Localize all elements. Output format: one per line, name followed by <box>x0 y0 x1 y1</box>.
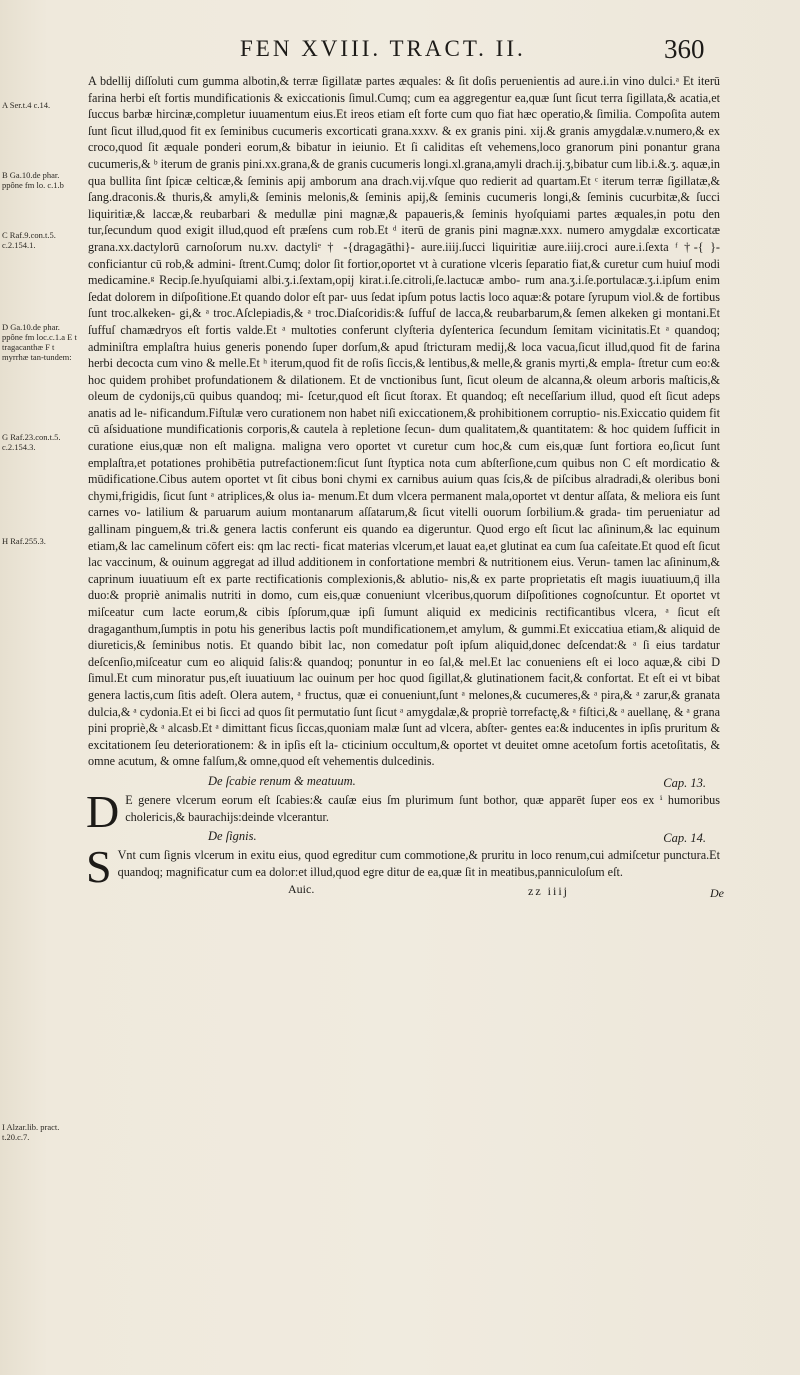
chapter-number: Cap. 14. <box>663 831 706 846</box>
signature-mark: zz iiij <box>528 884 569 899</box>
drop-capital: D <box>86 785 120 837</box>
chapter-number: Cap. 13. <box>663 775 706 790</box>
page-footer <box>88 882 724 902</box>
folio-number: 360 <box>664 34 705 64</box>
chapter-title: De ſignis. <box>208 829 257 844</box>
margin-note: A Ser.t.4 c.14. <box>2 100 51 110</box>
body-paragraph: A bdellij diſſoluti cum gumma albotin,& terræ ſigillatæ partes æquales: & ſit doſis peruenientis ad aure.i.in vino dulci.ᵃ Et iterū farina herbi eſt fortis mundificationis & exiccationis ſimul.Cumq; cum ea aggregentur ea,quæ ſunt ſicut terra ſigillata,& acatia,et ſuccus barbæ hircinæ,completur iuuamentum eius.Et ireos etiam eſt forte cum quo fiat hæc operatio,& ſimilia. Compoſita autem ſunt ſicut illud,quod fit ex ſeminibus cucumeris excorticati grana.xxxv. & ex granis pini. xij.& granis amygdalæ.v.numero,& ex croco,quod ſit æquale ponderi eorum,& bibatur in ieiunio. Et ſi caliditas eſt vehemens,loco granorum pini ponantur grana cucumeris,& ᵇ iterum de granis pini.xx.grana,& de granis cucumeris longi.xl.grana,amyli drach.ij.ʒ,bibatur cum lib.i.&.ʒ. aquæ,in qua bullita ſint ſpicæ celticæ,& ſeminis apij amborum ana drach.vij.vſque quo redierit ad quartam.Et ᶜ iterum terræ ſigillatæ,& ſang.draconis.& thuris,& amyli,& ſeminis melonis,& ſeminis apij,& ſeminis cucumeris longi,& ſeminis cucurbitæ,& ſucci liquiritiæ,& laccæ,& reubarbari & medullæ pini magnæ,& papaueris,& ſeminis hyoſquiami partes æquales,in potu den tur,ſecundum quod exigit illud,quod eſt præſens cum rob.Et ᵈ iterū de granis pini magnæ.xxx. numero amygdalæ excorticatæ grana.xx.dactylorū carnoſorum nu.xv. dactyliᵉ † -{dragagāthi}- aure.iiij.ſucci liquiritiæ aure.iiij.croci aure.i.ſexta ᶠ †-{ }-conficiantur cū rob,& admini- ſtrent.Cumq; dolor ſit fortior,oportet vt à curatione vlceris ſeparatio fiat,& curetur cum huiuſ modi medicamine.ᵍ Recip.ſe.hyuſquiami albi.ʒ.i.ſextam,opij kirat.i.ſe.citroli,ſe.lactucæ ambo- rum ana.ʒ.i.ſe.portulacæ.ʒ.i.ipſum enim ſedat dolorem in diſpoſitione.Et quando dolor eſt par- uus ſedat ipſum potus lactis loco aquæ:& potare ſyrupum viol.& de fortibus ſunt troc.alkeken- gi,& ᵃ troc.Aſclepiadis,& ᵃ troc.Diaſcoridis:& ſuffuſ de lacca,& reubarbarum,& ſemen alkeken gi montani.Et ſuffuſ chamædryos eſt fortis valde.Et ᵃ multoties conferunt clyſteria dyſenterica ſecundum ſemitam vicinitatis.Et ᵃ quandoq; adminiſtra emplaſtra huius generis ponendo ſuper dorſum,& apud ſtricturam medij,& loca vacua,ſicut illud,quod fit de farina herbi decocta cum vino & melle.Et ʰ iterum,quod fit de roſis ſiccis,& lentibus,& melle,& granis myrti,& empla- ſtretur cum eo:& hoc quidem prohibet profundationem & dilationem. Et de vnctionibus ſunt, ſicut oleum de alcanna,& oleum arboris maſticis,& oleum de cydonijs,cū quibus quandoq; mi- ſcetur,quod eſt ſicut ſtorax. Et quandoq; eſt neceſſarium illud, quod eſt ſicut adeps anatis ad le- nificandum.Fiſtulæ vero curationem non habet niſi exiccationem,& prohibitionem corruptio- nis.Exiccatio quidem fit cū aſsiduatione mundificationis corporis,& cautela à repletione ſecun- dum qualitatem,& quantitatem: & hoc quidem ſufficit in curatione eius,quæ non eſt maligna. maligna vero oportet vt curetur cum hoc,& cum eis,quæ ſunt fortiora eo,ſicut ſunt emplaſtra,et potationes prohibētia putrefactionem:ſicut ſunt ſtyptica nota cum abſterſione,cum quibus non C eſt mordicatio & mūdificatione.Cibus autem oportet vt ſit cibus boni chymi ex carnibus auium quas ſcis,& de piſcibus alradradi,& oleribus boni chymi,frigidis, ſicut ſunt ᵃ atriplices,& olus ia- menum.Et dum vlcera permanent mala,oportet vt dentur aſſata, & meliora eis ſunt carnes vo- latilium & paruarum auium montanarum aſſatarum,& ſicut vitelli ouorum ſorbilium.& grada- tim perueniatur ad gallinam pinguem,& tri.& genera lactis conferunt eis quando ea digeruntur. Quod ergo eſt ſicut lac aſininum,& lac equinum etiam,& lac camelinum cōfert eis: qm lac recti- ficat materias vlcerum,et lauat ea,et glutinat ea cum ſua caſeitate.Et quod eſt ſicut lac vaccinum, & ouinum aggregat ad illud additionem in confortatione membri & nutritionem eius. Verun- tamen lac aſininum,& caprinum iuuatiuum eſt ex parte rectificationis complexionis,& ablutio- nis,& ex parte proprietatis eſt magis iuuatiuum,q̄ illa duo:& propriè animalis nutriti in domo, cum eis,quæ conueniunt vlceribus,quorum diſpoſitiones cognoſcuntur. Et oportet vt miſceatur cum lacte eorum,& cibis ſpſorum,quæ ipſi ſumunt aliquid ex medicinis rectificantibus vlcera, ᵃ ſicut eſt dragaganthum,ſumptis in potu his generibus lactis poſt mundificationem,et amylum, & gummi.Et exiccatiua etiam,& aliquid de diureticis,& ſeminibus notis. Et quando bibit lac, non comedatur poſt ipſum aliquid,donec deſcendat:& ᵃ ſi eius tardatur deſcenſio,miſceatur cum eo aliquid ſalis:& quandoq; ponuntur in eo ſal,& mel.Et lac conueniens eſt ei loco aquæ,& cibi D ſimul.Et cum minoratur pus,eſt iuuatiuum lac ouinum per hoc quod ſigillat,& glutinationem facit,& confortat. Et eſt ei vt bibat genera lactis,cum ſitis adeſt. Olera autem, ᵃ fructus, quæ ei conueniunt,ſunt ᵃ melones,& cucumeres,& ᵃ pira,& ᵃ zarur,& granata dulcia,& ᵃ cydonia.Et ei bi ſicci ad quos ſit permutatio ſunt ſicut ᵃ amygdalæ,& propriè torrefactę,& ᵃ fiſtici,& ᵃ auellanę, & ᵃ grana pini propriè,& ᵃ alcasb.Et ᵃ dimittant ficus ſiccas,quoniam malæ ſunt ad vlcera, abſter- gentes ea:& inducentes in ipſis pruritum & excitationem ſeu deteriorationem: & in ipſis eſt la- cticinium occultum,& oportet vt deuitet omne acetoſum fortis acetoſitatis, & omne acutum, & omne falſum,& omne,quod eſt vehementis dulcedinis. <box>88 74 720 769</box>
chapter-heading <box>88 772 720 792</box>
drop-capital: S <box>86 841 112 893</box>
catchword: Auic. <box>288 882 315 897</box>
margin-note: I Alzar.lib. pract. t.20.c.7. <box>2 1122 60 1142</box>
margin-note: B Ga.10.de phar. ppône fm lo. c.1.b <box>2 170 64 190</box>
running-head <box>0 30 800 70</box>
chapter-title: De ſcabie renum & meatuum. <box>208 773 356 788</box>
margin-note: D Ga.10.de phar. ppône fm loc.c.1.a E t tragacanthæ F t myrrhæ tan-tundem: <box>2 322 77 362</box>
chapter-text: E genere vlcerum eorum eſt ſcabies:& cauſæ eius ſm plurimum ſunt bothor, quæ apparēt ſuper eos ex ⁱ humoribus cholericis,& baurachijs:deinde vlcerantur. <box>125 792 720 824</box>
margin-note: H Raf.255.3. <box>2 536 46 546</box>
running-title: FEN XVIII. TRACT. II. <box>240 36 526 61</box>
margin-notes <box>2 70 80 1270</box>
chapter-text: Vnt cum ſignis vlcerum in exitu eius, quod egreditur cum commotione,& pruritu in loco renum,cui admiſcetur punctura.Et quandoq; magnificatur cum ea dolor:et illud,quod egre ditur de ea,quæ ſit in meatibus,panniculoſum eſt. <box>117 848 720 879</box>
margin-note: C Raf.9.con.t.5. c.2.154.1. <box>2 230 56 250</box>
main-text-column <box>86 73 724 902</box>
chapter-heading <box>88 827 720 847</box>
margin-note: G Raf.23.con.t.5. c.2.154.3. <box>2 432 61 452</box>
next-page-catchword: De <box>710 886 724 901</box>
